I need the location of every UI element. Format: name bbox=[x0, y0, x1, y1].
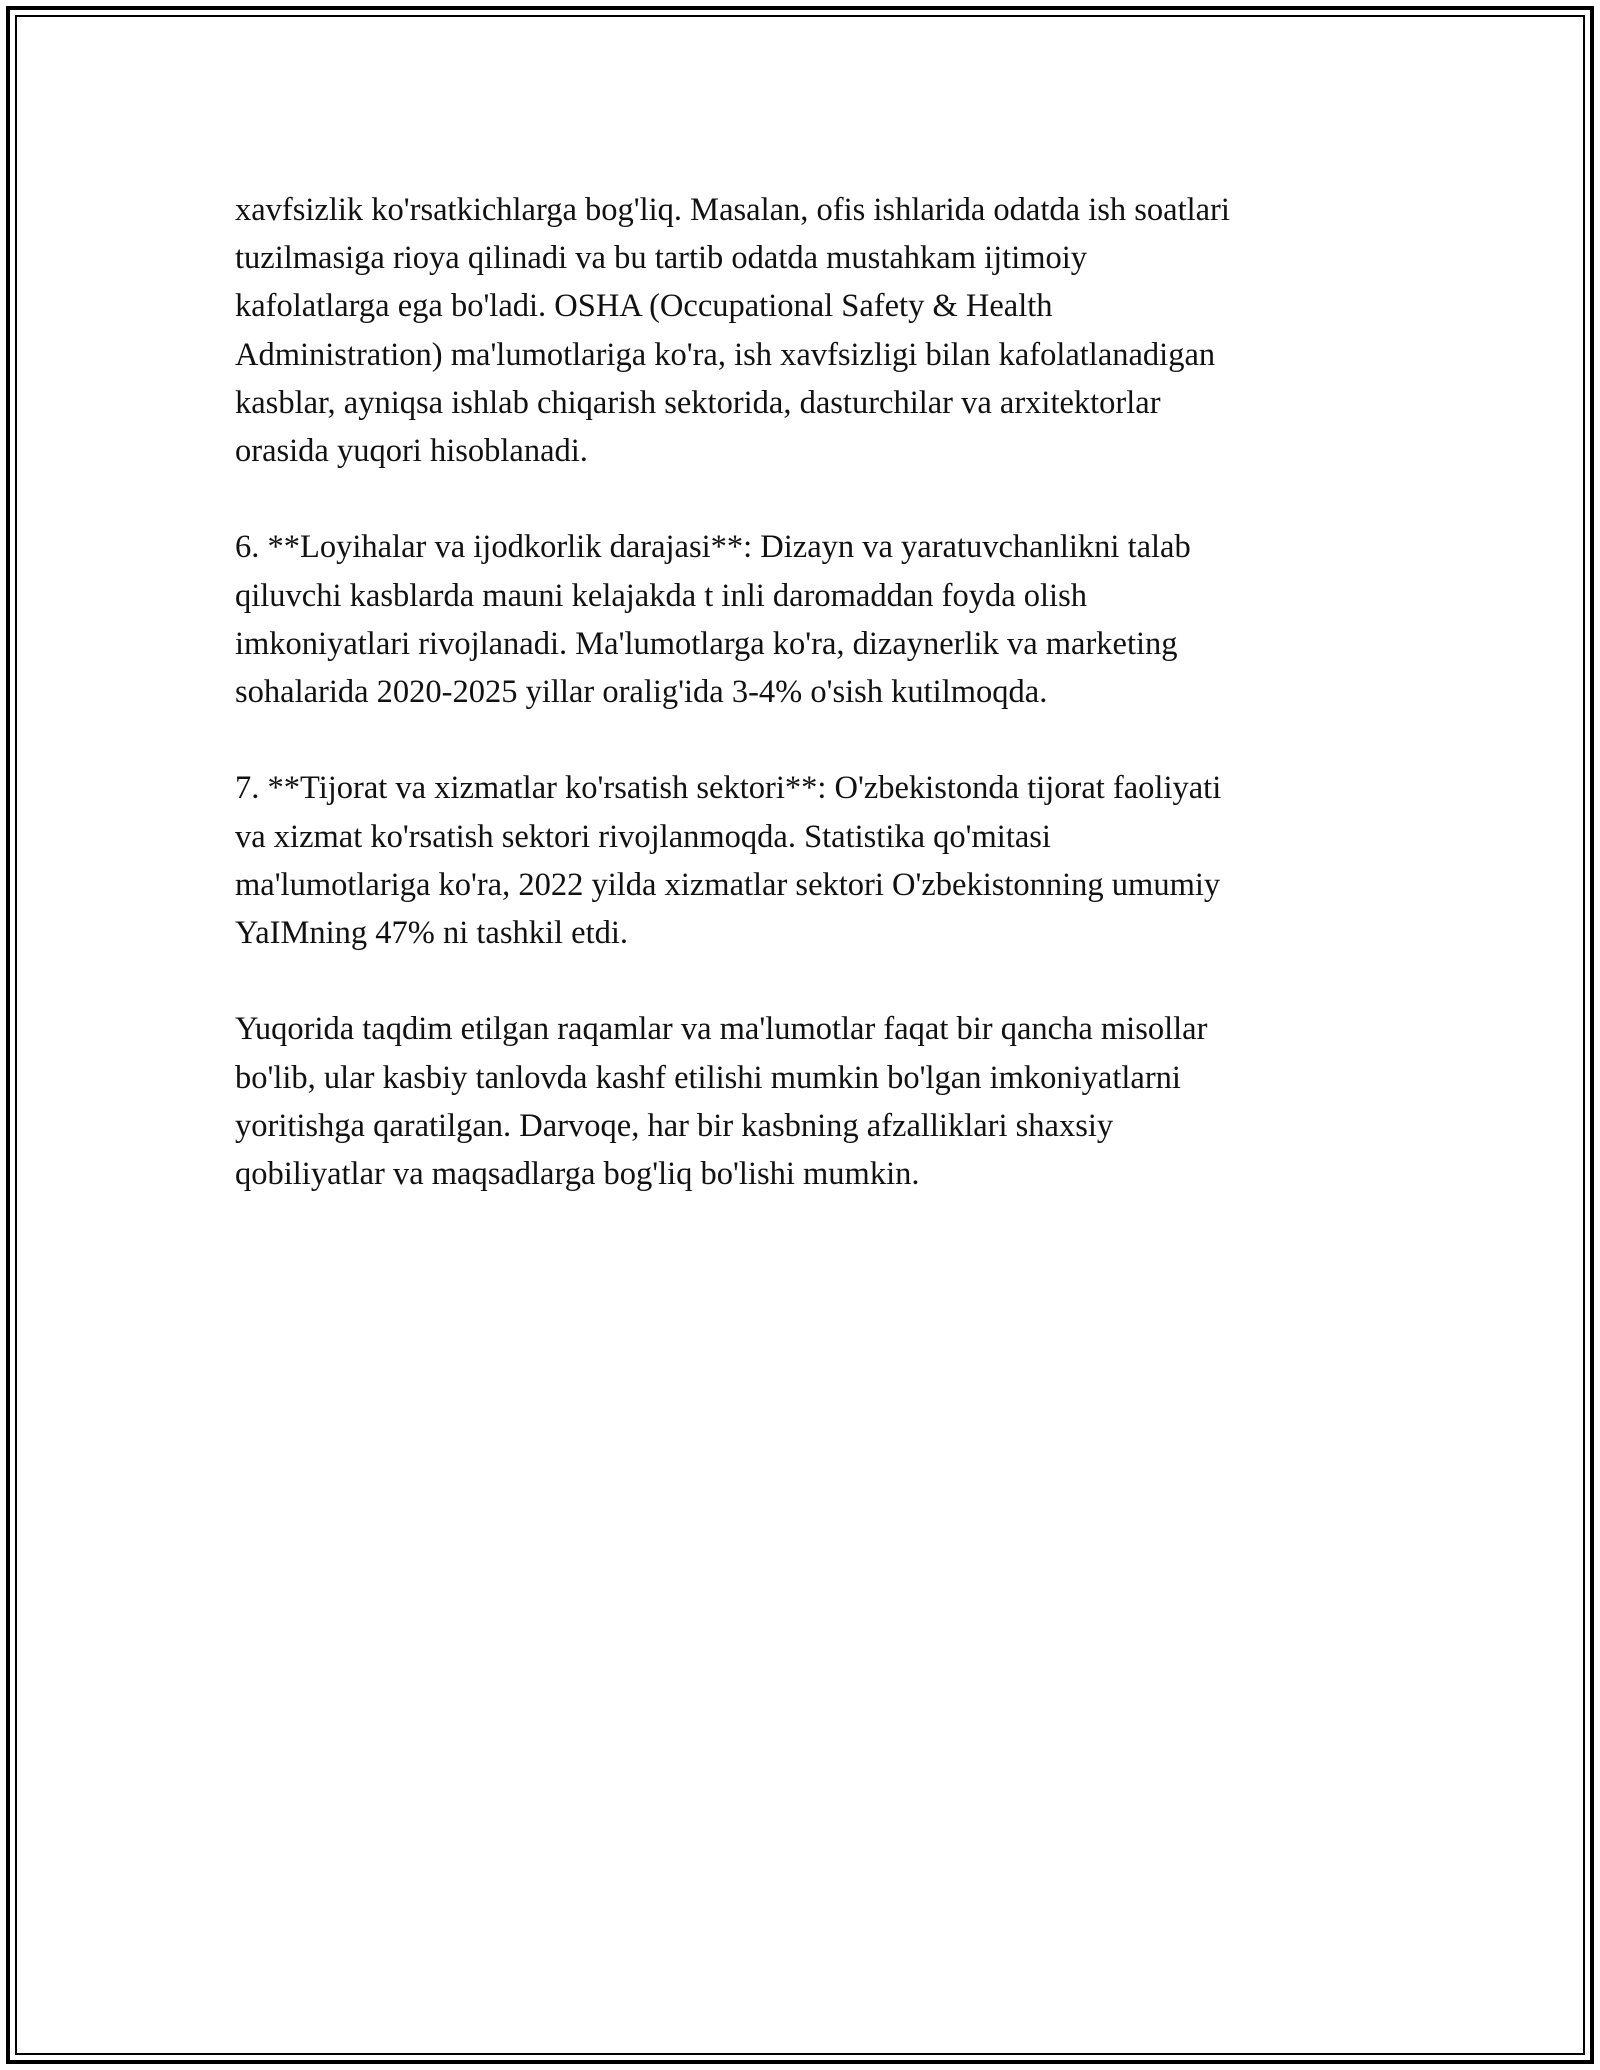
text-line: qiluvchi kasblarda mauni kelajakda t inli daromaddan foyda olish bbox=[235, 577, 1087, 614]
text-line: 7. **Tijorat va xizmatlar ko'rsatish sektori**: O'zbekistonda tijorat faoliyati bbox=[235, 770, 1222, 807]
text-line: 6. **Loyihalar va ijodkorlik darajasi**: Dizayn va yaratuvchanlikni talab bbox=[235, 529, 1191, 566]
text-line: xavfsizlik ko'rsatkichlarga bog'liq. Masalan, ofis ishlarida odatda ish soatlari bbox=[235, 192, 1230, 228]
text-line: bo'lib, ular kasbiy tanlovda kashf etilishi mumkin bo'lgan imkoniyatlarni bbox=[235, 1059, 1181, 1096]
text-line: kafolatlarga ega bo'ladi. OSHA (Occupational Safety & Health bbox=[235, 288, 1053, 325]
document-body bbox=[235, 186, 1375, 1246]
text-line: Yuqorida taqdim etilgan raqamlar va ma'lumotlar faqat bir qancha misollar bbox=[235, 1011, 1208, 1048]
text-line: sohalarida 2020-2025 yillar oralig'ida 3-4% o'sish kutilmoqda. bbox=[235, 674, 1048, 711]
text-line: YaIMning 47% ni tashkil etdi. bbox=[235, 915, 629, 952]
text-line: orasida yuqori hisoblanadi. bbox=[235, 433, 588, 470]
paragraph-item-7 bbox=[235, 764, 1375, 957]
text-line: Administration) ma'lumotlariga ko'ra, ish xavfsizligi bilan kafolatlanadigan bbox=[235, 336, 1216, 373]
text-line: yoritishga qaratilgan. Darvoqe, har bir kasbning afzalliklari shaxsiy bbox=[235, 1107, 1114, 1144]
text-line: qobiliyatlar va maqsadlarga bog'liq bo'lishi mumkin. bbox=[235, 1156, 920, 1193]
paragraph-item-6 bbox=[235, 523, 1375, 716]
text-line: imkoniyatlari rivojlanadi. Ma'lumotlarga ko'ra, dizaynerlik va marketing bbox=[235, 625, 1178, 662]
text-line: ma'lumotlariga ko'ra, 2022 yilda xizmatlar sektori O'zbekistonning umumiy bbox=[235, 866, 1221, 903]
text-line: va xizmat ko'rsatish sektori rivojlanmoqda. Statistika qo'mitasi bbox=[235, 818, 1051, 855]
text-line: kasblar, ayniqsa ishlab chiqarish sektorida, dasturchilar va arxitektorlar bbox=[235, 384, 1161, 421]
paragraph-conclusion bbox=[235, 1005, 1375, 1198]
paragraph-safety bbox=[235, 186, 1375, 475]
text-line: tuzilmasiga rioya qilinadi va bu tartib odatda mustahkam ijtimoiy bbox=[235, 240, 1088, 277]
